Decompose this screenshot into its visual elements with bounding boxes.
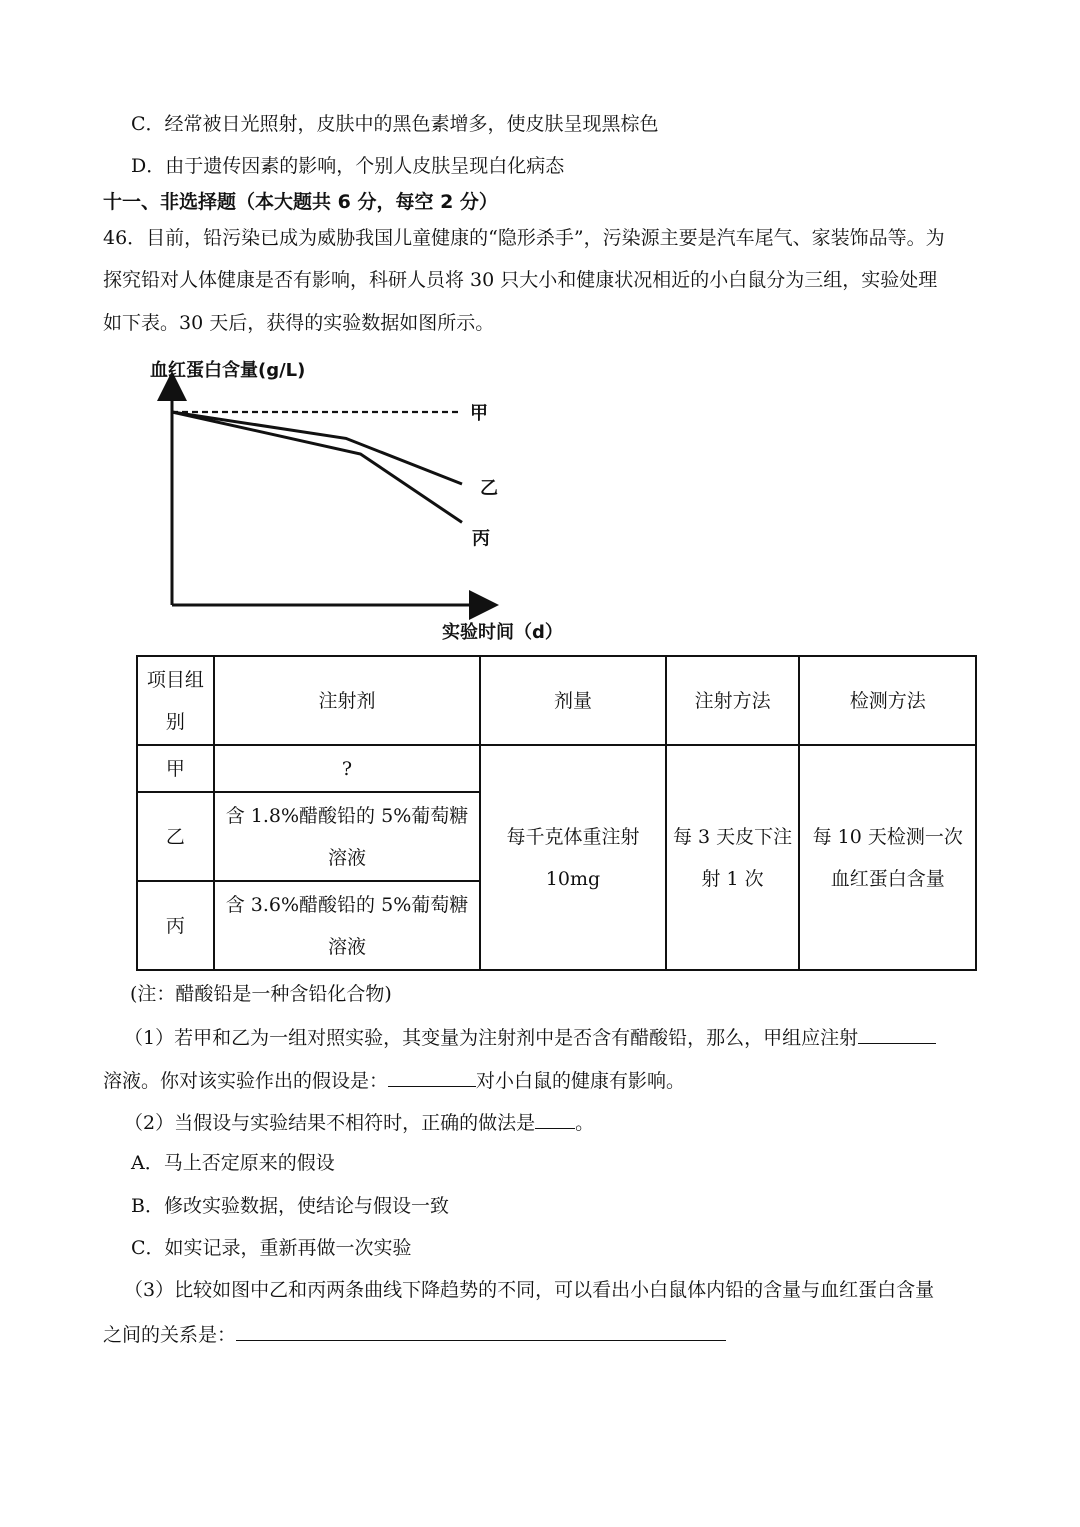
shared-method: 每 3 天皮下注 射 1 次 xyxy=(666,745,800,970)
row-group: 甲 xyxy=(137,745,214,792)
option-c: C．经常被日光照射，皮肤中的黑色素增多，使皮肤呈现黑棕色 xyxy=(131,113,659,135)
table-row xyxy=(137,745,976,792)
header-method: 注射方法 xyxy=(666,656,800,745)
series-label-1: 甲 xyxy=(470,403,488,424)
answer-blank-2[interactable] xyxy=(388,1066,476,1087)
answer-blank-4[interactable] xyxy=(236,1320,726,1341)
answer-blank-3[interactable] xyxy=(535,1108,575,1129)
y-axis-label: 血红蛋白含量(g/L) xyxy=(150,360,306,381)
table-note: (注：醋酸铅是一种含铅化合物) xyxy=(130,983,392,1005)
option-d: D．由于遗传因素的影响，个别人皮肤呈现白化病态 xyxy=(131,155,565,177)
shared-detect: 每 10 天检测一次 血红蛋白含量 xyxy=(799,745,976,970)
question-line-3: 如下表。30 天后，获得的实验数据如图所示。 xyxy=(103,312,495,334)
sub-question-3-line-2: 之间的关系是： xyxy=(103,1320,726,1348)
sub-question-1-line-1: （1）若甲和乙为一组对照实验，其变量为注射剂中是否含有醋酸铅，那么，甲组应注射 xyxy=(124,1023,936,1051)
hemoglobin-chart xyxy=(140,350,580,650)
sub-question-2: （2）当假设与实验结果不相符时，正确的做法是 。 xyxy=(124,1108,594,1136)
row-group: 丙 xyxy=(137,881,214,970)
header-agent: 注射剂 xyxy=(214,656,480,745)
sub2-option-c: C．如实记录，重新再做一次实验 xyxy=(131,1237,412,1259)
sub2-option-a: A．马上否定原来的假设 xyxy=(131,1152,335,1174)
question-line-2: 探究铅对人体健康是否有影响，科研人员将 30 只大小和健康状况相近的小白鼠分为三组，实验处理 xyxy=(103,269,938,291)
answer-blank-1[interactable] xyxy=(858,1023,936,1044)
row-agent: ? xyxy=(214,745,480,792)
series-label-3: 丙 xyxy=(472,528,490,550)
series-label-2: 乙 xyxy=(480,478,498,499)
header-group: 项目组 别 xyxy=(137,656,214,745)
table-header-row xyxy=(137,656,976,745)
experiment-table xyxy=(136,655,977,971)
row-agent: 含 3.6%醋酸铅的 5%葡萄糖 溶液 xyxy=(214,881,480,970)
x-axis-label: 实验时间（d） xyxy=(442,622,563,643)
shared-dose: 每千克体重注射 10mg xyxy=(480,745,666,970)
header-dose: 剂量 xyxy=(480,656,666,745)
section-heading: 十一、非选择题（本大题共 6 分，每空 2 分） xyxy=(103,191,498,213)
sub-question-1-line-2: 溶液。你对该实验作出的假设是： 对小白鼠的健康有影响。 xyxy=(103,1066,685,1094)
row-agent: 含 1.8%醋酸铅的 5%葡萄糖 溶液 xyxy=(214,792,480,881)
header-detect: 检测方法 xyxy=(799,656,976,745)
row-group: 乙 xyxy=(137,792,214,881)
question-line-1: 46．目前，铅污染已成为威胁我国儿童健康的“隐形杀手”，污染源主要是汽车尾气、家装饰品等。为 xyxy=(103,227,945,249)
sub-question-3-line-1: （3）比较如图中乙和丙两条曲线下降趋势的不同，可以看出小白鼠体内铅的含量与血红蛋白含量 xyxy=(124,1279,935,1301)
sub2-option-b: B．修改实验数据，使结论与假设一致 xyxy=(131,1195,449,1217)
